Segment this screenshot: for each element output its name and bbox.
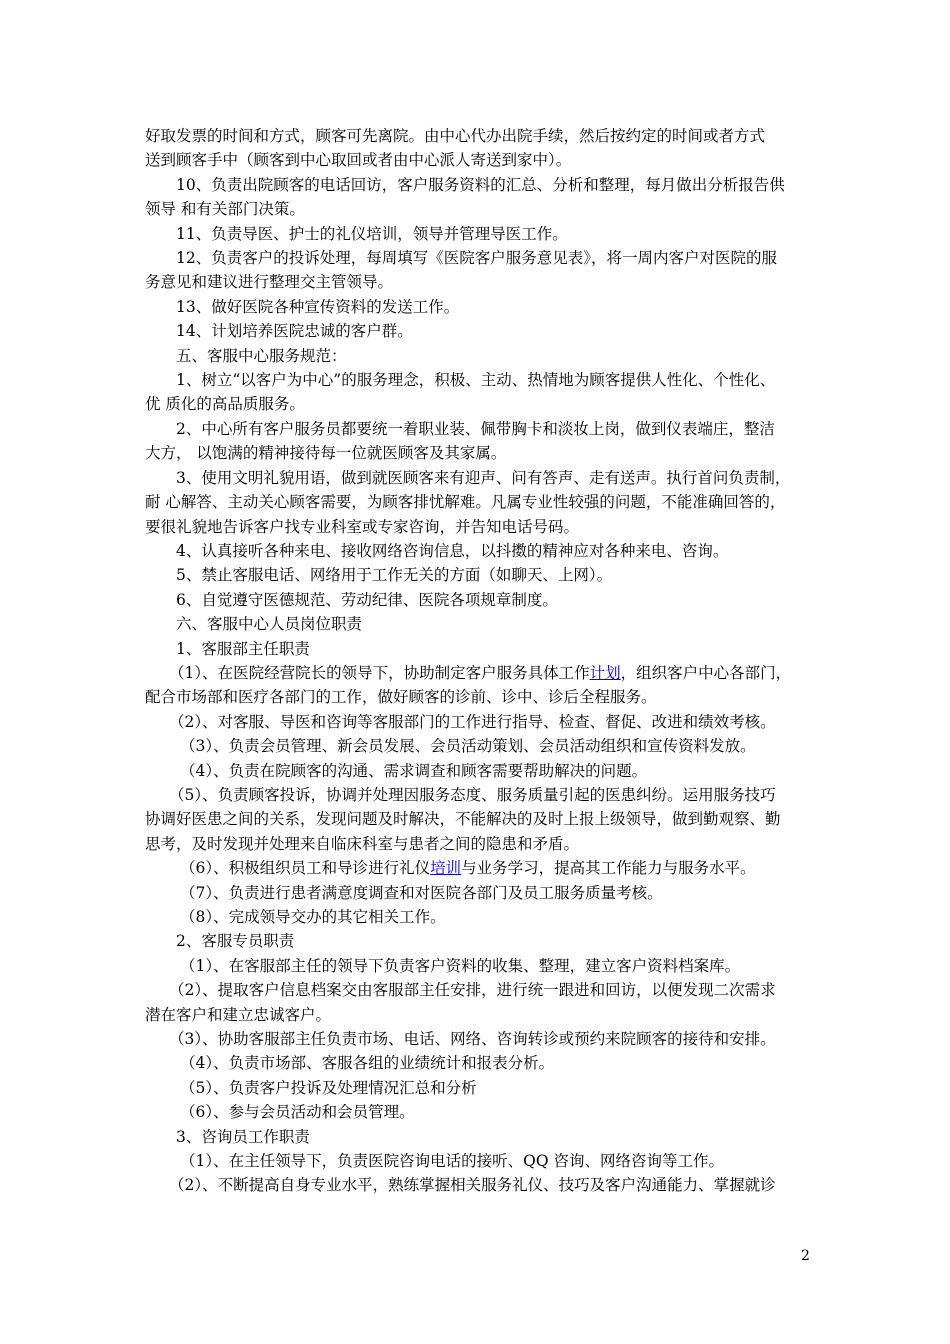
text-line: 送到顾客手中（顾客到中心取回或者由中心派人寄送到家中）。: [145, 151, 572, 170]
text-line: （5）、负责客户投诉及处理情况汇总和分析: [180, 1078, 477, 1097]
text-line: （4）、负责市场部、客服各组的业绩统计和报表分析。: [180, 1054, 555, 1073]
text-line: 1、树立“以客户为中心”的服务理念，积极、主动、热情地为顾客提供人性化、个性化、: [176, 371, 776, 390]
text-line: 11、负责导医、护士的礼仪培训，领导并管理导医工作。: [176, 224, 568, 243]
text-line: 12、负责客户的投诉处理，每周填写《医院客户服务意见表》，将一周内客户对医院的服: [176, 249, 777, 268]
text-line: [145, 661, 810, 685]
text-line: （1）、在主任领导下，负责医院咨询电话的接听、QQ 咨询、网络咨询等工作。: [180, 1152, 724, 1171]
text-line: 领导 和有关部门决策。: [145, 200, 305, 219]
text-line: 务意见和建议进行整理交主管领导。: [145, 273, 394, 292]
hyperlink[interactable]: 计划: [589, 663, 621, 682]
text-line: 六、客服中心人员岗位职责: [176, 615, 363, 634]
text-line: 优 质化的高品质服务。: [145, 395, 305, 414]
text-line: 协调好医患之间的关系，发现问题及时解决，不能解决的及时上报上级领导，做到勤观察、勤: [145, 810, 781, 829]
text-line: 1、客服部主任职责: [176, 639, 310, 658]
text-line: 思考，及时发现并处理来自临床科室与患者之间的隐患和矛盾。: [145, 834, 580, 853]
line-text-pre: （1）、在医院经营院长的领导下，协助制定客户服务具体工作: [169, 663, 590, 682]
text-line: 3、使用文明礼貌用语，做到就医顾客来有迎声、问有答声、走有送声。执行首问负责制，: [176, 468, 791, 487]
line-text-pre: （6）、积极组织员工和导诊进行礼仪: [180, 859, 431, 878]
text-line: （7）、负责进行患者满意度调查和对医院各部门及员工服务质量考核。: [180, 883, 663, 902]
text-line: （8）、完成领导交办的其它相关工作。: [180, 908, 446, 926]
text-line: 潜在客户和建立忠诚客户。: [145, 1005, 332, 1024]
text-line: 耐 心解答、主动关心顾客需要，为顾客排忧解难。凡属专业性较强的问题，不能准确回答的，: [145, 493, 786, 512]
text-line: 好取发票的时间和方式，顾客可先离院。由中心代办出院手续，然后按约定的时间或者方式: [145, 127, 766, 145]
document-body: [145, 124, 810, 1198]
text-line: 10、负责出院顾客的电话回访，客户服务资料的汇总、分析和整理，每月做出分析报告供: [176, 175, 785, 194]
text-line: 2、客服专员职责: [176, 932, 295, 951]
line-text-post: ，组织客户中心各部门，: [620, 663, 792, 682]
text-line: （4）、负责在院顾客的沟通、需求调查和顾客需要帮助解决的问题。: [180, 761, 648, 780]
text-line: 6、自觉遵守医德规范、劳动纪律、医院各项规章制度。: [176, 590, 558, 609]
text-line: 5、禁止客服电话、网络用于工作无关的方面（如聊天、上网）。: [176, 566, 613, 585]
text-line: 五、客服中心服务规范：: [176, 346, 347, 365]
text-line: （6）、参与会员活动和会员管理。: [180, 1103, 415, 1122]
text-line: （2）、不断提高自身专业水平，熟练掌握相关服务礼仪、技巧及客户沟通能力、掌握就诊: [169, 1176, 776, 1195]
text-line: （2）、提取客户信息档案交由客服部主任安排，进行统一跟进和回访，以便发现二次需求: [169, 981, 776, 1000]
text-line: （3）、负责会员管理、新会员发展、会员活动策划、会员活动组织和宣传资料发放。: [180, 737, 756, 756]
text-line: 3、咨询员工作职责: [176, 1127, 310, 1146]
text-line: 大方， 以饱满的精神接待每一位就医顾客及其家属。: [145, 444, 507, 463]
page-number: 2: [801, 1248, 810, 1264]
text-line: 4、认真接听各种来电、接收网络咨询信息，以抖擞的精神应对各种来电、咨询。: [176, 541, 729, 560]
text-line: 2、中心所有客户服务员都要统一着职业装、佩带胸卡和淡妆上岗，做到仪表端庄，整洁: [176, 419, 775, 438]
hyperlink[interactable]: 培训: [430, 859, 462, 878]
text-line: [145, 856, 810, 880]
text-line: 13、做好医院各种宣传资料的发送工作。: [176, 297, 460, 316]
line-text-post: 与业务学习，提高其工作能力与服务水平。: [461, 859, 756, 878]
text-line: （5）、负责顾客投诉，协调并处理因服务态度、服务质量引起的医患纠纷。运用服务技巧: [169, 785, 776, 804]
text-line: （1）、在客服部主任的领导下负责客户资料的收集、整理，建立客户资料档案库。: [180, 956, 741, 975]
text-line: （3）、协助客服部主任负责市场、电话、网络、咨询转诊或预约来院顾客的接待和安排。: [169, 1030, 776, 1049]
text-line: （2）、对客服、导医和咨询等客服部门的工作进行指导、检查、督促、改进和绩效考核。: [169, 712, 776, 731]
text-line: 要很礼貌地告诉客户找专业科室或专家咨询，并告知电话号码。: [145, 517, 580, 536]
text-line: 配合市场部和医疗各部门的工作，做好顾客的诊前、诊中、诊后全程服务。: [145, 688, 657, 707]
text-line: 14、计划培养医院忠诚的客户群。: [176, 322, 413, 341]
